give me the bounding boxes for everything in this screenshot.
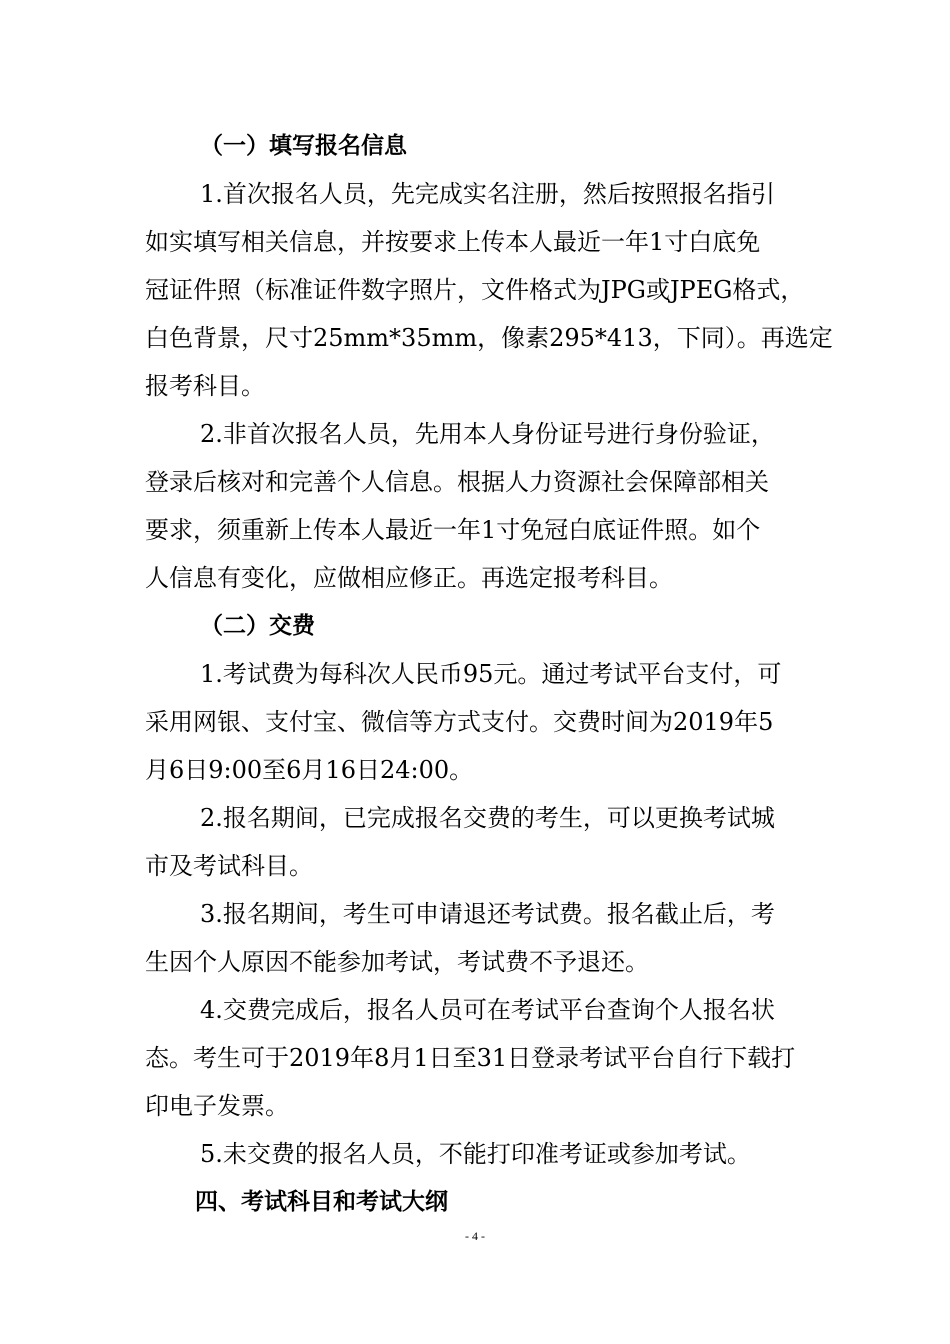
paragraph-line: 月6日9:00至6月16日24:00。: [145, 756, 474, 784]
paragraph-line: 白色背景，尺寸25mm*35mm，像素295*413，下同）。再选定: [145, 324, 833, 352]
paragraph-line: 生因个人原因不能参加考试，考试费不予退还。: [145, 948, 649, 976]
paragraph-line: 人信息有变化，应做相应修正。再选定报考科目。: [145, 564, 673, 592]
paragraph-line: 要求，须重新上传本人最近一年1寸免冠白底证件照。如个: [145, 516, 761, 544]
section-heading-fill-registration: （一）填写报名信息: [200, 133, 407, 159]
paragraph-line: 4.交费完成后，报名人员可在考试平台查询个人报名状: [200, 996, 775, 1024]
paragraph-line: 3.报名期间，考生可申请退还考试费。报名截止后，考: [200, 900, 775, 928]
paragraph-line: 5.未交费的报名人员，不能打印准考证或参加考试。: [200, 1140, 751, 1168]
paragraph-line: 如实填写相关信息，并按要求上传本人最近一年1寸白底免: [145, 228, 761, 256]
paragraph-line: 印电子发票。: [145, 1092, 289, 1120]
paragraph-line: 登录后核对和完善个人信息。根据人力资源社会保障部相关: [145, 468, 769, 496]
paragraph-line: 1.首次报名人员，先完成实名注册，然后按照报名指引: [200, 180, 775, 208]
paragraph-line: 态。考生可于2019年8月1日至31日登录考试平台自行下载打: [145, 1044, 796, 1072]
paragraph-line: 2.报名期间，已完成报名交费的考生，可以更换考试城: [200, 804, 775, 832]
paragraph-line: 冠证件照（标准证件数字照片，文件格式为JPG或JPEG格式，: [145, 276, 805, 304]
page-number: - 4 -: [465, 1229, 485, 1243]
paragraph-line: 报考科目。: [145, 372, 265, 400]
section-heading-payment: （二）交费: [200, 613, 315, 639]
paragraph-line: 2.非首次报名人员，先用本人身份证号进行身份验证，: [200, 420, 775, 448]
section-heading-exam-subjects: 四、考试科目和考试大纲: [195, 1189, 448, 1215]
paragraph-line: 市及考试科目。: [145, 852, 313, 880]
paragraph-line: 采用网银、支付宝、微信等方式支付。交费时间为2019年5: [145, 708, 774, 736]
paragraph-line: 1.考试费为每科次人民币95元。通过考试平台支付，可: [200, 660, 782, 688]
